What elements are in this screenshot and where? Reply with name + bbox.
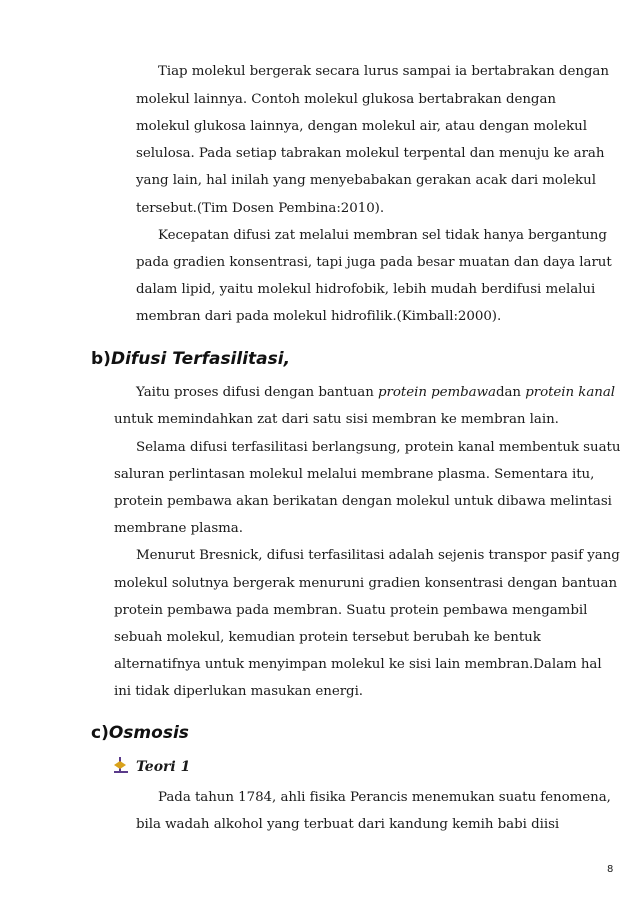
- italic-term: protein kanal: [525, 385, 616, 400]
- paragraph-line: tersebut.(Tim Dosen Pembina:2010).: [136, 201, 385, 216]
- paragraph-line: molekul solutnya bergerak menuruni gradien konsentrasi dengan bantuan: [114, 576, 618, 591]
- paragraph-line: bila wadah alkohol yang terbuat dari kandung kemih babi diisi: [136, 817, 560, 832]
- heading-title: Difusi Terfasilitasi,: [110, 349, 291, 369]
- paragraph-line: protein pembawa akan berikatan dengan molekul untuk dibawa melintasi: [114, 494, 612, 509]
- paragraph-line: alternatifnya untuk menyimpan molekul ke sisi lain membran.Dalam hal: [114, 657, 602, 672]
- paragraph-line: membran dari pada molekul hidrofilik.(Kimball:2000).: [136, 309, 502, 324]
- paragraph-line: [136, 385, 615, 401]
- paragraph-line: sebuah molekul, kemudian protein tersebut berubah ke bentuk: [114, 630, 541, 645]
- paragraph-line: Menurut Bresnick, difusi terfasilitasi adalah sejenis transpor pasif yang: [136, 548, 620, 563]
- subheading: Teori 1: [136, 759, 191, 775]
- paragraph-line: protein pembawa pada membran. Suatu protein pembawa mengambil: [114, 603, 588, 618]
- bullet-icon: [113, 756, 129, 774]
- heading-marker: c): [91, 723, 109, 743]
- heading-title: Osmosis: [108, 723, 189, 743]
- paragraph-line: yang lain, hal inilah yang menyebabakan gerakan acak dari molekul: [136, 173, 596, 188]
- page-number: 8: [607, 864, 614, 875]
- paragraph-line: Kecepatan difusi zat melalui membran sel tidak hanya bergantung: [158, 228, 607, 243]
- paragraph-line: membrane plasma.: [114, 521, 243, 536]
- paragraph-line: Selama difusi terfasilitasi berlangsung, protein kanal membentuk suatu: [136, 440, 621, 455]
- paragraph-line: untuk memindahkan zat dari satu sisi membran ke membran lain.: [114, 412, 559, 427]
- paragraph-line: Pada tahun 1784, ahli fisika Perancis menemukan suatu fenomena,: [158, 790, 611, 805]
- paragraph-line: saluran perlintasan molekul melalui membrane plasma. Sementara itu,: [114, 467, 595, 482]
- paragraph-line: dalam lipid, yaitu molekul hidrofobik, lebih mudah berdifusi melalui: [136, 282, 596, 297]
- text-run: Yaitu proses difusi dengan bantuan: [136, 385, 378, 400]
- section-heading-c: [91, 723, 189, 743]
- paragraph-line: molekul lainnya. Contoh molekul glukosa bertabrakan dengan: [136, 92, 556, 107]
- italic-term: protein pembawa: [378, 385, 496, 400]
- heading-marker: b): [91, 349, 111, 369]
- section-heading-b: [91, 349, 290, 369]
- paragraph-line: ini tidak diperlukan masukan energi.: [114, 684, 364, 699]
- paragraph-line: Tiap molekul bergerak secara lurus sampai ia bertabrakan dengan: [158, 64, 609, 79]
- paragraph-line: molekul glukosa lainnya, dengan molekul air, atau dengan molekul: [136, 119, 587, 134]
- text-run: dan: [495, 385, 526, 400]
- paragraph-line: selulosa. Pada setiap tabrakan molekul terpental dan menuju ke arah: [136, 146, 605, 161]
- paragraph-line: pada gradien konsentrasi, tapi juga pada besar muatan dan daya larut: [136, 255, 612, 270]
